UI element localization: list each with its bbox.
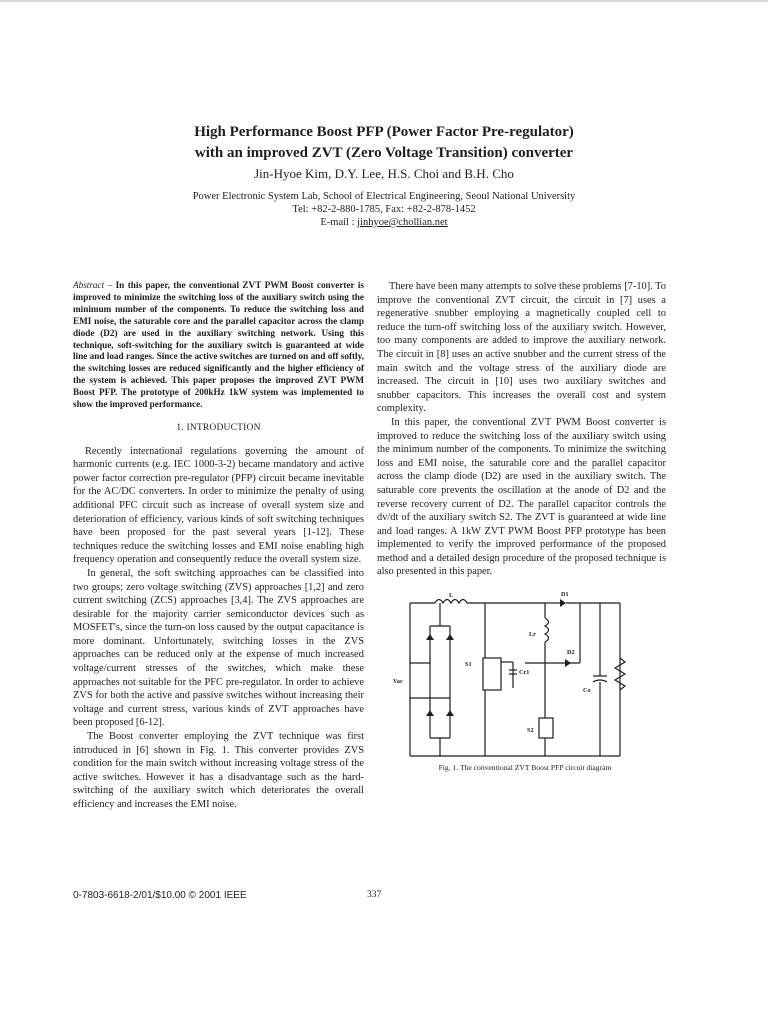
intro-paragraph-2: In general, the soft switching approaches can be classified into two groups; zero voltage switching (ZVS) approaches [1,2] and zero current switching (ZCS) approaches [3,4]. The ZVS approaches are desirable for the majority carrier semiconductor devices such as MOSFET's, since the turn-on loss caused by the output capacitance is more dominant. Unfortunately, switching losses in the ZVS approaches can be reduced only at the expense of much increased voltage/current stresses of the switches, which make these approaches not suitable for the PFC pre-regulator. In order to achieve ZVS for both the active and passive switches without increasing their voltage and current stress, various kinds of ZVT approaches have been proposed [6-12]. — [73, 567, 364, 729]
abstract-lead: Abstract – — [73, 280, 113, 290]
right-column — [377, 280, 666, 579]
abstract-text: In this paper, the conventional ZVT PWM Boost converter is improved to minimize the switching loss of the auxiliary switch using the minimum number of the components. To reduce the switching loss and EMI noise, the saturable core and the parallel capacitor across the clamp diode (D2) are used in the auxiliary switching network. Using this technique, soft-switching for the auxiliary switch is guaranteed at wide line and load ranges. Since the active switches are turned on and off softly, the switching losses are reduced significantly and the higher efficiency of the system is achieved. This paper proposes the improved ZVT PWM Boost PFP. The prototype of 200kHz 1kW system was implemented to show the improved performance. — [73, 280, 365, 410]
label-s2: S2 — [527, 727, 534, 734]
page-number: 337 — [367, 890, 382, 900]
paper-affiliation: Power Electronic System Lab, School of Electrical Engineering, Seoul National University — [192, 191, 576, 202]
paper-authors: Jin-Hyoe Kim, D.Y. Lee, H.S. Choi and B.H. Cho — [254, 166, 514, 181]
section-heading-introduction: 1. INTRODUCTION — [176, 422, 261, 433]
label-co: Co — [583, 687, 591, 694]
label-l: L — [449, 592, 454, 599]
label-lr: Lr — [529, 631, 536, 638]
left-column — [73, 280, 364, 812]
d2-diode-symbol — [565, 659, 571, 667]
boost-inductor-coil — [435, 600, 467, 604]
bridge-diode-1 — [426, 634, 434, 640]
intro-paragraph-3: The Boost converter employing the ZVT technique was first introduced in [6] shown in Fig. 1. This converter provides ZVS condition for the main switch without increasing voltage stress of the active switches. However it has a disadvantage such as the hard-switching of the auxiliary switch which deteriorates the overall efficiency and increases the EMI noise. — [73, 731, 364, 810]
s1-package — [483, 658, 501, 690]
intro-paragraph-1: Recently international regulations governing the amount of harmonic currents (e.g. IEC 1000-3-2) became mandatory and active power factor correction pre-regulator (PFP) circuit became inevitable for the AC/DC converters. In order to minimize the penalty of using additional PFC circuit such as increase of overall system size and deterioration of efficiency, various kinds of soft switching techniques have been proposed for the past several years [1-12]. These techniques reduce the switching losses and EMI noise enabling high frequency operation and consequently reduce the overall system size. — [73, 445, 364, 566]
d1-diode-symbol — [560, 599, 566, 607]
label-d2: D2 — [567, 649, 575, 656]
label-d1: D1 — [561, 591, 569, 598]
top-border — [0, 0, 768, 2]
right-paragraph-1: There have been many attempts to solve these problems [7-10]. To improve the conventional ZVT circuit, the circuit in [7] uses a regenerative snubber employing a magnetically coupled cell to reduce the turn-off switching loss of the auxiliary switch. However, too many components are added to improve the auxiliary network. The circuit in [8] uses an active snubber and the current stress of the main switch and the voltage stress of the auxiliary diode are increased. The circuit in [10] uses two auxiliary switches and snubber capacitors. This increases the overall cost and system complexity. — [377, 281, 666, 415]
email-label: E-mail : — [320, 217, 358, 228]
email-link[interactable]: jinhyoe@chollian.net — [357, 217, 448, 228]
figure-caption: Fig. 1. The conventional ZVT Boost PFP circuit diagram — [438, 763, 612, 772]
circuit-diagram — [393, 588, 645, 758]
paper-contact-email — [0, 217, 768, 228]
paper-title-line-2: with an improved ZVT (Zero Voltage Transition) converter — [194, 145, 574, 161]
s2-package — [539, 718, 553, 738]
label-s1: S1 — [465, 661, 472, 668]
right-paragraph-2: In this paper, the conventional ZVT PWM Boost converter is improved to reduce the switching loss of the auxiliary switch using the minimum number of the components. To minimize the switching loss and EMI noise, the saturable core and the parallel capacitor across the clamp diode (D2) are used in the auxiliary switch. The saturable core prevents the oscillation at the anode of D2 and the reverse recovery current of D2. The parallel capacitor controls the dv/dt of the auxiliary switch S2. The ZVT is guaranteed at wide line and load ranges. A 1kW ZVT PWM Boost PFP prototype has been implemented to verify the improved performance of the proposed method and a detailed design procedure of the proposed technique is also presented in this paper. — [377, 416, 666, 578]
label-vac: Vac — [393, 678, 403, 685]
footer-isbn: 0-7803-6618-2/01/$10.00 © 2001 IEEE — [73, 890, 247, 901]
paper-title-line-1: High Performance Boost PFP (Power Factor Pre-regulator) — [194, 124, 574, 140]
lr-coil — [545, 618, 549, 642]
paper-contact-phone: Tel: +82-2-880-1785, Fax: +82-2-878-1452 — [292, 204, 476, 215]
abstract — [73, 280, 364, 411]
label-cr1: Cr1 — [519, 669, 530, 676]
bridge-diode-2 — [446, 634, 454, 640]
co-plate-bottom — [593, 680, 607, 682]
bridge-diode-4 — [446, 710, 454, 716]
bridge-diode-3 — [426, 710, 434, 716]
